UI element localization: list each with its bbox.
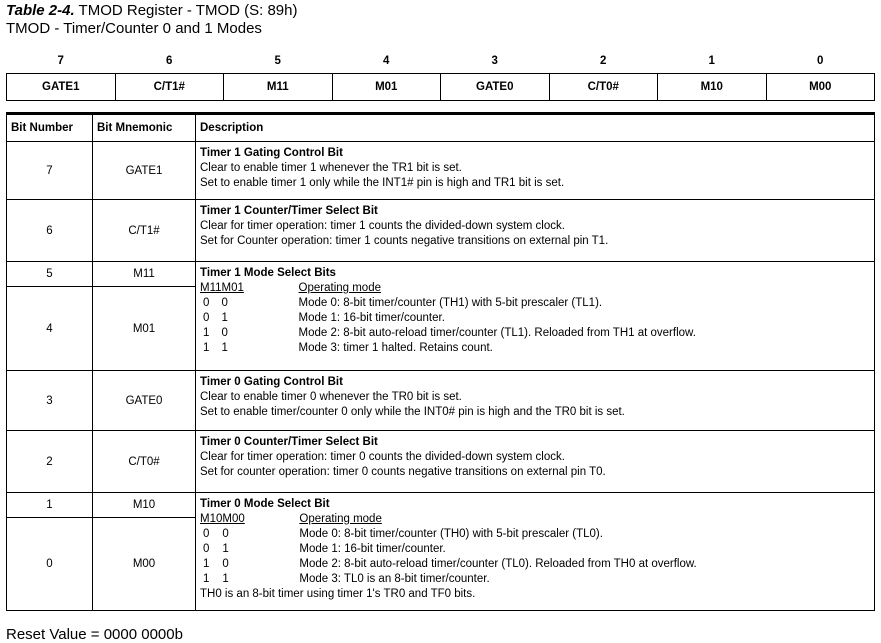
description-cell xyxy=(196,262,875,371)
mode-bit-value: 0 xyxy=(221,327,228,339)
bit-name: C/T1# xyxy=(115,74,224,101)
bit-number: 7 xyxy=(57,55,64,67)
mode-description: Mode 1: 16-bit timer/counter. xyxy=(299,543,446,555)
header-row xyxy=(7,114,875,142)
reset-value: Reset Value = 0000 0000b xyxy=(6,626,183,643)
bit-number-cell: 0 xyxy=(7,518,93,611)
description-line: Clear for timer operation: timer 1 counts the divided-down system clock. xyxy=(200,220,565,232)
bit-layout-table xyxy=(6,49,875,101)
description-cell xyxy=(196,431,875,493)
mode-bit-value: 1 xyxy=(222,543,229,555)
description-line: Set for counter operation: timer 0 counts negative transitions on external pin T0. xyxy=(200,466,606,478)
description-line: Clear to enable timer 0 whenever the TR0 bit is set. xyxy=(200,391,462,403)
bit-mnemonic-cell: C/T1# xyxy=(93,200,196,262)
col-header-bit-number: Bit Number xyxy=(7,114,93,142)
bit-number-cell: 6 xyxy=(7,200,93,262)
bit-name: M00 xyxy=(766,74,875,101)
bit-name: M11 xyxy=(224,74,333,101)
description-title: Timer 0 Counter/Timer Select Bit xyxy=(200,436,378,448)
mode-bit-value: 0 xyxy=(203,312,210,324)
mode-bit-value: 0 xyxy=(203,543,210,555)
mode-bit-value: 0 xyxy=(221,297,228,309)
bit-number-cell: 7 xyxy=(7,142,93,200)
bit-name: GATE0 xyxy=(441,74,550,101)
bit-number-cell: 3 xyxy=(7,371,93,431)
bit-name: GATE1 xyxy=(7,74,116,101)
description-line: Set for Counter operation: timer 1 counts negative transitions on external pin T1. xyxy=(200,235,609,247)
mode-description: Mode 1: 16-bit timer/counter. xyxy=(298,312,445,324)
description-line: Set to enable timer 1 only while the INT1# pin is high and TR1 bit is set. xyxy=(200,177,565,189)
table-row xyxy=(7,262,875,287)
bit-number-row xyxy=(7,49,875,74)
mode-bit-value: 1 xyxy=(221,312,228,324)
description-cell xyxy=(196,371,875,431)
table-subtitle: TMOD - Timer/Counter 0 and 1 Modes xyxy=(6,20,262,37)
description-title: Timer 1 Gating Control Bit xyxy=(200,147,343,159)
bit-name: M01 xyxy=(332,74,441,101)
mode-bit-value: 0 xyxy=(222,558,229,570)
description-cell xyxy=(196,142,875,200)
bit-mnemonic-cell: C/T0# xyxy=(93,431,196,493)
bit-number: 2 xyxy=(600,55,607,67)
mode-col-header: M10 xyxy=(200,513,223,525)
table-row xyxy=(7,200,875,262)
table-row xyxy=(7,371,875,431)
mode-col-header: Operating mode xyxy=(298,282,381,294)
mode-bit-value: 0 xyxy=(203,528,210,540)
description-cell xyxy=(196,493,875,611)
bit-mnemonic-cell: M10 xyxy=(93,493,196,518)
bit-mnemonic-cell: M01 xyxy=(93,287,196,371)
bit-number: 3 xyxy=(491,55,498,67)
table-title: TMOD Register - TMOD (S: 89h) xyxy=(78,2,298,19)
bit-number-cell: 5 xyxy=(7,262,93,287)
mode-table xyxy=(200,281,696,356)
col-header-bit-mnemonic: Bit Mnemonic xyxy=(93,114,196,142)
mode-bit-value: 1 xyxy=(203,342,210,354)
table-label: Table 2-4. xyxy=(6,2,75,19)
bit-number: 1 xyxy=(708,55,715,67)
table-caption xyxy=(6,2,297,19)
bit-mnemonic-cell: GATE1 xyxy=(93,142,196,200)
mode-col-header: Operating mode xyxy=(299,513,382,525)
bit-mnemonic-cell: M00 xyxy=(93,518,196,611)
mode-table xyxy=(200,512,697,587)
bit-name: C/T0# xyxy=(549,74,658,101)
bit-mnemonic-cell: GATE0 xyxy=(93,371,196,431)
col-header-description: Description xyxy=(196,114,875,142)
bit-number: 5 xyxy=(274,55,281,67)
bit-number: 0 xyxy=(817,55,824,67)
mode-col-header: M01 xyxy=(221,282,244,294)
mode-bit-value: 1 xyxy=(221,342,228,354)
table-row xyxy=(7,493,875,518)
bit-mnemonic-cell: M11 xyxy=(93,262,196,287)
mode-description: Mode 3: timer 1 halted. Retains count. xyxy=(298,342,493,354)
mode-description: Mode 0: 8-bit timer/counter (TH1) with 5-bit prescaler (TL1). xyxy=(298,297,603,309)
description-title: Timer 1 Counter/Timer Select Bit xyxy=(200,205,378,217)
table-row xyxy=(7,142,875,200)
description-title: Timer 0 Gating Control Bit xyxy=(200,376,343,388)
mode-col-header: M11 xyxy=(200,282,222,294)
table-row xyxy=(7,431,875,493)
description-line: Clear to enable timer 1 whenever the TR1 bit is set. xyxy=(200,162,462,174)
description-line: Clear for timer operation: timer 0 counts the divided-down system clock. xyxy=(200,451,565,463)
mode-bit-value: 1 xyxy=(203,573,210,585)
bit-number-cell: 4 xyxy=(7,287,93,371)
mode-bit-value: 1 xyxy=(203,558,210,570)
mode-bit-value: 0 xyxy=(203,297,210,309)
mode-description: Mode 2: 8-bit auto-reload timer/counter (TL0). Reloaded from TH0 at overflow. xyxy=(299,558,697,570)
description-note: TH0 is an 8-bit timer using timer 1's TR0 and TF0 bits. xyxy=(200,588,476,600)
description-cell xyxy=(196,200,875,262)
description-title: Timer 1 Mode Select Bits xyxy=(200,267,336,279)
mode-description: Mode 3: TL0 is an 8-bit timer/counter. xyxy=(299,573,490,585)
bit-number: 4 xyxy=(383,55,390,67)
mode-bit-value: 1 xyxy=(222,573,229,585)
mode-col-header: M00 xyxy=(222,513,245,525)
bit-name-row xyxy=(7,74,875,101)
bit-number-cell: 2 xyxy=(7,431,93,493)
bit-number: 6 xyxy=(166,55,173,67)
mode-bit-value: 1 xyxy=(203,327,210,339)
description-line: Set to enable timer/counter 0 only while the INT0# pin is high and the TR0 bit is set. xyxy=(200,406,625,418)
bit-number-cell: 1 xyxy=(7,493,93,518)
mode-description: Mode 0: 8-bit timer/counter (TH0) with 5-bit prescaler (TL0). xyxy=(299,528,603,540)
description-title: Timer 0 Mode Select Bit xyxy=(200,498,330,510)
bit-description-table xyxy=(6,112,875,611)
mode-description: Mode 2: 8-bit auto-reload timer/counter (TL1). Reloaded from TH1 at overflow. xyxy=(298,327,696,339)
bit-name: M10 xyxy=(658,74,767,101)
mode-bit-value: 0 xyxy=(222,528,229,540)
